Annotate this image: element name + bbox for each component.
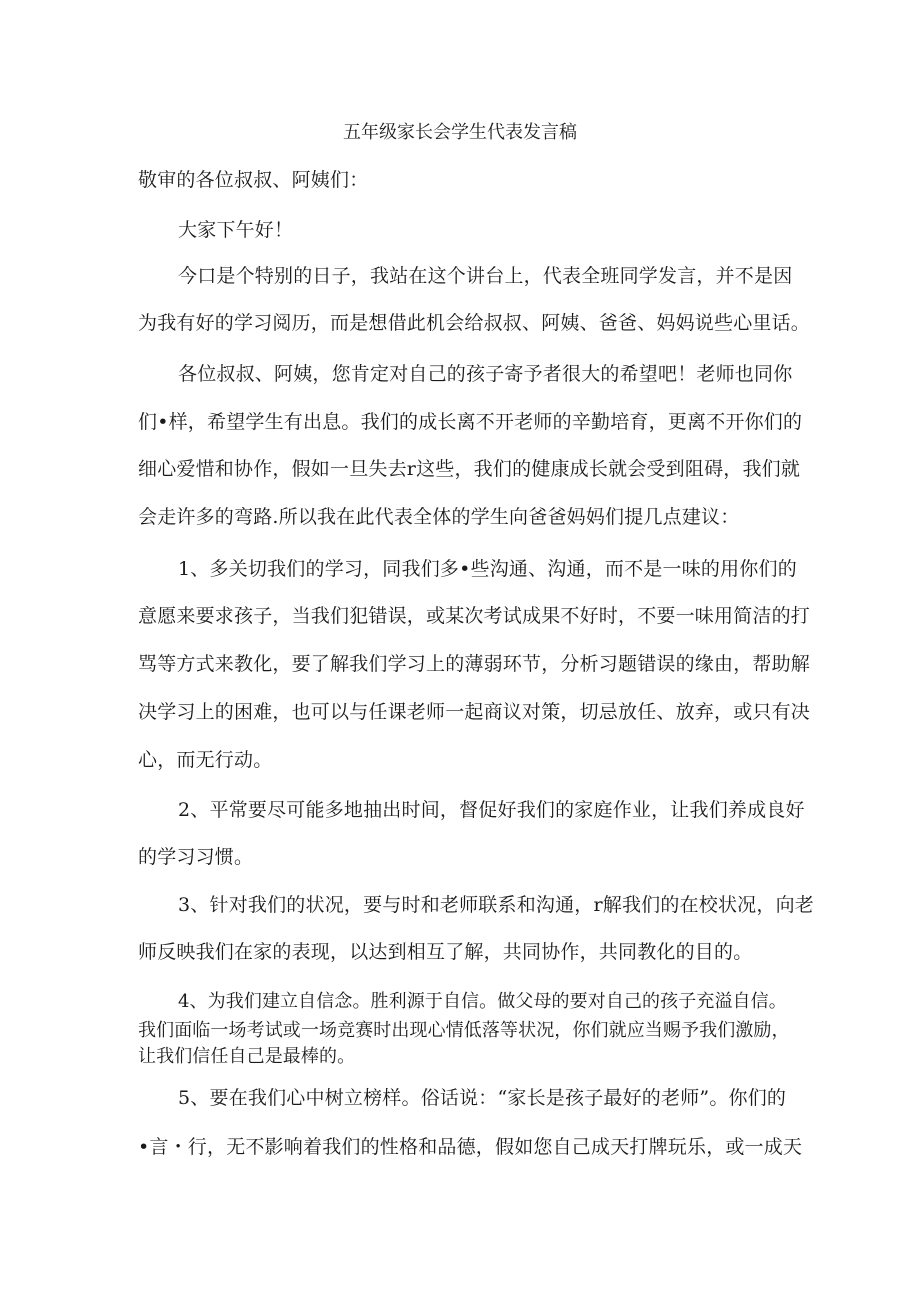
paragraph-5-line-1: 3、针对我们的状况，要与时和老师联系和沟通，r解我们的在校状况，向老 [178, 894, 814, 916]
paragraph-2-line-2: 们•样，希望学生有出息。我们的成长离不开老师的辛勤培育，更离不开你们的 [138, 411, 803, 433]
paragraph-6-line-3: 让我们信任自己是最棒的。 [138, 1046, 356, 1067]
paragraph-4-line-2: 的学习习惯。 [138, 846, 254, 868]
paragraph-7-line-2: •言・行，无不影响着我们的性格和品德，假如您自己成天打牌玩乐，或一成天 [138, 1136, 803, 1158]
paragraph-3-line-1: 1、多关切我们的学习，同我们多•些沟通、沟通，而不是一味的用你们的 [178, 558, 797, 580]
paragraph-7-line-1: 5、要在我们心中树立榜样。俗话说：“家长是孩子最好的老师”。你们的 [178, 1087, 787, 1109]
paragraph-1-line-1: 今口是个特别的日子，我站在这个讲台上，代表全班同学发言，并不是因 [178, 265, 793, 287]
paragraph-3-line-4: 决学习上的困难，也可以与任课老师一起商议对策，切忌放任、放弃，或只有决 [138, 701, 811, 723]
greeting: 大家下午好！ [178, 219, 294, 241]
paragraph-2-line-4: 会走许多的弯路.所以我在此代表全体的学生向爸爸妈妈们提几点建议： [138, 506, 740, 528]
paragraph-3-line-2: 意愿来要求孩子，当我们犯错误，或某次考试成果不好时，不要一味用简洁的打 [138, 605, 811, 627]
paragraph-2-line-1: 各位叔叔、阿姨，您肯定对自己的孩子寄予者很大的希望吧！老师也同你 [178, 363, 793, 385]
paragraph-1-line-2: 为我有好的学习阅历，而是想借此机会给叔叔、阿姨、爸爸、妈妈说些心里话。 [138, 312, 811, 334]
paragraph-6-line-1: 4、为我们建立自信念。胜利源于自信。做父母的要对自己的孩子充溢自信。 [178, 991, 787, 1012]
salutation: 敬审的各位叔叔、阿姨们： [138, 169, 369, 191]
paragraph-2-line-3: 细心爱惜和协作，假如一旦失去r这些，我们的健康成长就会受到阻碍，我们就 [138, 458, 801, 480]
paragraph-3-line-3: 骂等方式来教化，要了解我们学习上的薄弱环节，分析习题错误的缘由，帮助解 [138, 653, 811, 675]
paragraph-3-line-5: 心，而无行动。 [138, 749, 273, 771]
paragraph-6-line-2: 我们面临一场考试或一场竞赛时出现心情低落等状况，你们就应当赐予我们激励， [138, 1020, 790, 1041]
paragraph-5-line-2: 师反映我们在家的表现，以达到相互了解，共同协作，共同教化的目的。 [138, 941, 753, 963]
paragraph-4-line-1: 2、平常要尽可能多地抽出时间，督促好我们的家庭作业，让我们养成良好 [178, 799, 805, 821]
document-title: 五年级家长会学生代表发言稿 [343, 122, 577, 143]
